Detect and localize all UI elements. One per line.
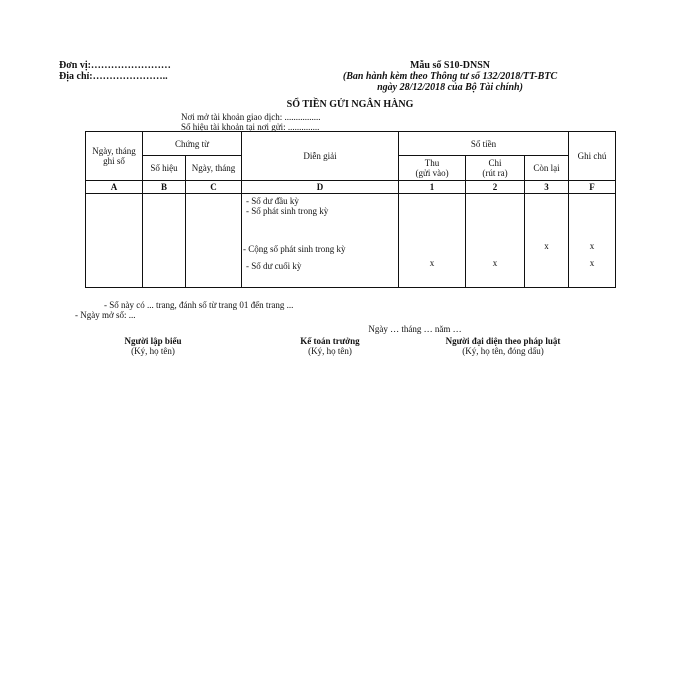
page-title: SỔ TIỀN GỬI NGÂN HÀNG <box>286 99 414 110</box>
account-place: Nơi mở tài khoản giao dịch: ................ <box>181 112 321 122</box>
code-c: C <box>186 181 242 194</box>
row-period-activity: - Số phát sinh trong kỳ <box>246 206 329 216</box>
code-d: D <box>242 181 399 194</box>
signature-representative <box>408 336 598 356</box>
row-closing-balance: - Số dư cuối kỳ <box>246 261 302 271</box>
cell-date-recorded <box>86 194 143 288</box>
representative-sub: (Ký, họ tên, đóng dấu) <box>462 346 544 356</box>
header-amount: Số tiền <box>399 132 569 156</box>
notes <box>75 300 475 320</box>
account-number: Số hiệu tài khoản tại nơi gửi: .............. <box>181 122 320 132</box>
ledger-table <box>85 131 616 288</box>
cell-note <box>569 194 616 288</box>
header-out-label: Chi <box>488 158 502 168</box>
header-in <box>399 156 466 181</box>
header-voucher-number: Số hiệu <box>143 156 186 181</box>
header-date-recorded: Ngày, tháng ghi sổ <box>86 132 143 181</box>
header-out <box>466 156 525 181</box>
accountant-title: Kế toán trưởng <box>300 336 360 346</box>
preparer-sub: (Ký, họ tên) <box>131 346 175 356</box>
code-1: 1 <box>399 181 466 194</box>
issued-by-line1: (Ban hành kèm theo Thông tư số 132/2018/TT-BTC <box>342 71 558 82</box>
code-2: 2 <box>466 181 525 194</box>
header-left <box>59 60 259 82</box>
code-b: B <box>143 181 186 194</box>
representative-title: Người đại diện theo pháp luật <box>445 336 561 346</box>
signature-preparer <box>58 336 248 356</box>
header-balance: Còn lại <box>525 156 569 181</box>
signature-accountant <box>235 336 425 356</box>
note-open-date: - Ngày mở sổ: ... <box>75 310 136 320</box>
header-note: Ghi chú <box>569 132 616 181</box>
mark-out-closing: x <box>492 258 498 268</box>
header-row-1 <box>86 132 616 156</box>
note-pages: - Sổ này có ... trang, đánh số từ trang 01 đến trang ... <box>104 300 294 310</box>
accountant-sub: (Ký, họ tên) <box>308 346 352 356</box>
code-row <box>86 181 616 194</box>
cell-balance <box>525 194 569 288</box>
cell-voucher-number <box>143 194 186 288</box>
issued-by-line2: ngày 28/12/2018 của Bộ Tài chính) <box>377 82 523 93</box>
preparer-title: Người lập biểu <box>124 336 182 346</box>
header-description: Diễn giải <box>242 132 399 181</box>
header-voucher: Chứng từ <box>143 132 242 156</box>
code-3: 3 <box>525 181 569 194</box>
unit-label: Đơn vị:…………………… <box>59 60 171 71</box>
row-period-total: - Cộng số phát sinh trong kỳ <box>243 244 346 254</box>
signature-date: Ngày … tháng … năm … <box>368 324 462 334</box>
cell-description <box>242 194 399 288</box>
mark-note-total: x <box>589 241 595 251</box>
header-in-sub: (gửi vào) <box>415 168 449 178</box>
header-out-sub: (rút ra) <box>482 168 508 178</box>
header-in-label: Thu <box>424 158 440 168</box>
account-info <box>181 112 431 132</box>
address-label: Địa chỉ:………………….. <box>59 71 168 82</box>
body-row <box>86 194 616 288</box>
code-f: F <box>569 181 616 194</box>
code-a: A <box>86 181 143 194</box>
cell-voucher-date <box>186 194 242 288</box>
cell-out <box>466 194 525 288</box>
header-right <box>330 60 570 93</box>
cell-in <box>399 194 466 288</box>
mark-balance-total: x <box>544 241 549 251</box>
row-opening-balance: - Số dư đầu kỳ <box>246 196 299 206</box>
form-code: Mẫu số S10-DNSN <box>409 60 490 71</box>
mark-in-closing: x <box>429 258 435 268</box>
header-voucher-date: Ngày, tháng <box>186 156 242 181</box>
mark-note-closing: x <box>589 258 595 268</box>
